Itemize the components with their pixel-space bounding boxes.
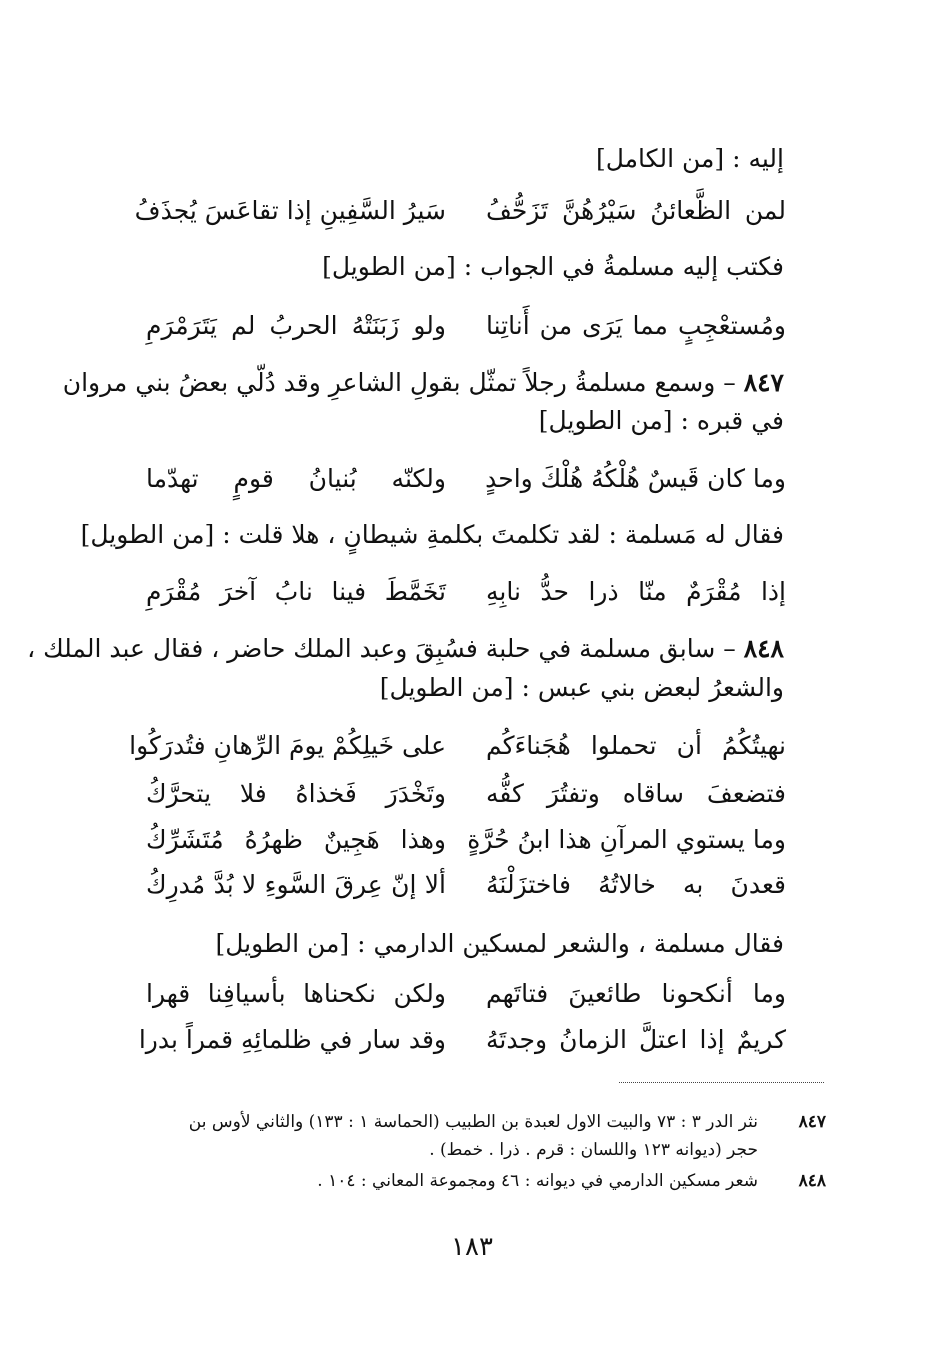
verse-first-hemistich: وما كان قَيسٌ هُلْكُهُ هُلْكَ واحدٍ bbox=[485, 464, 786, 493]
verse-second-hemistich: سَيرُ السَّفِينِ إذا تقاعَسَ يُجذَفُ bbox=[134, 196, 446, 225]
prose-line: في قبره : [من الطويل] bbox=[538, 406, 784, 435]
verse-second-hemistich: تَخَمَّطَ فينا نابُ آخرَ مُقْرَمِ bbox=[146, 577, 446, 606]
verse-second-hemistich: ولكن نكحناها بأسيافِنا قهرا bbox=[146, 979, 446, 1008]
verse-second-hemistich: وتَخْدَرَ فَخذاهُ فلا يتحرَّكُ bbox=[146, 779, 446, 808]
verse-line bbox=[146, 574, 786, 610]
footnote-text: نثر الدر ٣ : ٧٣ والبيت الاول لعبدة بن الطبيب (الحماسة ١ : ١٣٣) والثاني لأوس بن bbox=[188, 1112, 758, 1132]
entry-number: ٨٤٧ bbox=[743, 368, 784, 397]
verse-line bbox=[129, 728, 786, 764]
verse-line bbox=[138, 1022, 786, 1058]
prose-line: فكتب إليه مسلمةُ في الجواب : [من الطويل] bbox=[322, 252, 784, 281]
verse-first-hemistich: ومُستعْجِبٍ مما يَرَى من أَناتِنا bbox=[486, 311, 786, 340]
verse-line bbox=[146, 867, 786, 903]
page-number: ١٨٣ bbox=[451, 1232, 493, 1262]
footnote-text: شعر مسكين الدارمي في ديوانه : ٤٦ ومجموعة المعاني : ١٠٤ . bbox=[317, 1171, 758, 1191]
verse-line bbox=[146, 776, 786, 812]
verse-line bbox=[134, 193, 786, 229]
verse-line bbox=[146, 308, 786, 344]
entry-text: – وسمع مسلمةُ رجلاً تمثّل بقولِ الشاعرِ وقد دُلّي بعضُ بني مروان bbox=[62, 368, 744, 397]
footnote-847-continued: حجر (ديوانه ١٢٣ واللسان : قرم . ذرا . خمط) . bbox=[429, 1140, 758, 1160]
verse-first-hemistich: فتضعفَ ساقاه وتفتُرَ كفُّه bbox=[486, 779, 786, 808]
prose-line: فقال له مَسلمة : لقد تكلمتَ بكلمةِ شيطانٍ ، هلا قلت : [من الطويل] bbox=[80, 520, 784, 549]
verse-first-hemistich: كريمٌ إذا اعتلَّ الزمانُ وجدتَهُ bbox=[486, 1025, 786, 1054]
footnote-number: ٨٤٨ bbox=[798, 1171, 826, 1191]
verse-first-hemistich: وما يستوي المرآنِ هذا ابنُ حُرَّةٍ bbox=[467, 825, 786, 854]
entry-text: – سابق مسلمة في حلبة فسُبِقَ وعبد الملك حاضر ، فقال عبد الملك ، bbox=[27, 634, 744, 663]
entry-number: ٨٤٨ bbox=[743, 634, 784, 663]
verse-first-hemistich: نهيتُكُمُ أن تحملوا هُجَناءَكُم bbox=[486, 731, 786, 760]
meter-note-line: إليه : [من الكامل] bbox=[595, 144, 784, 173]
verse-second-hemistich: وهذا هَجِينٌ ظهرُهُ مُتَشَرِّكُ bbox=[146, 825, 446, 854]
verse-second-hemistich: ألا إنّ عِرقَ السَّوءِ لا بُدَّ مُدرِكُ bbox=[146, 870, 446, 899]
verse-first-hemistich: قعدنَ به خالاتُهُ فاختزَلْنَهُ bbox=[486, 870, 786, 899]
prose-line: والشعرُ لبعض بني عبس : [من الطويل] bbox=[379, 673, 784, 702]
entry-847-line bbox=[62, 366, 784, 400]
verse-line bbox=[146, 461, 786, 497]
verse-second-hemistich: وقد سار في ظلمائِهِ قمراً بدرا bbox=[138, 1025, 446, 1054]
footnote-number: ٨٤٧ bbox=[798, 1112, 826, 1132]
verse-line bbox=[146, 822, 786, 858]
verse-first-hemistich: وما أنكحونا طائعينَ فتاتَهم bbox=[486, 979, 786, 1008]
prose-line: فقال مسلمة ، والشعر لمسكين الدارمي : [من الطويل] bbox=[215, 929, 784, 958]
verse-second-hemistich: ولو زَبَنَتْهُ الحربُ لم يَتَرَمْرَمِ bbox=[146, 311, 446, 340]
verse-second-hemistich: على خَيلِكُمْ يومَ الرِّهانِ فتُدرَكُوا bbox=[129, 731, 446, 760]
entry-848-line bbox=[27, 632, 784, 666]
footnote-separator bbox=[619, 1082, 824, 1083]
verse-first-hemistich: لمن الظَّعائنُ سَيْرُهُنَّ تَزَحُّفُ bbox=[486, 196, 786, 225]
verse-first-hemistich: إذا مُقْرَمٌ منّا ذرا حدُّ نابِهِ bbox=[486, 577, 786, 606]
verse-second-hemistich: ولكنّه بُنيانُ قومٍ تهدّما bbox=[146, 464, 446, 493]
verse-line bbox=[146, 976, 786, 1012]
